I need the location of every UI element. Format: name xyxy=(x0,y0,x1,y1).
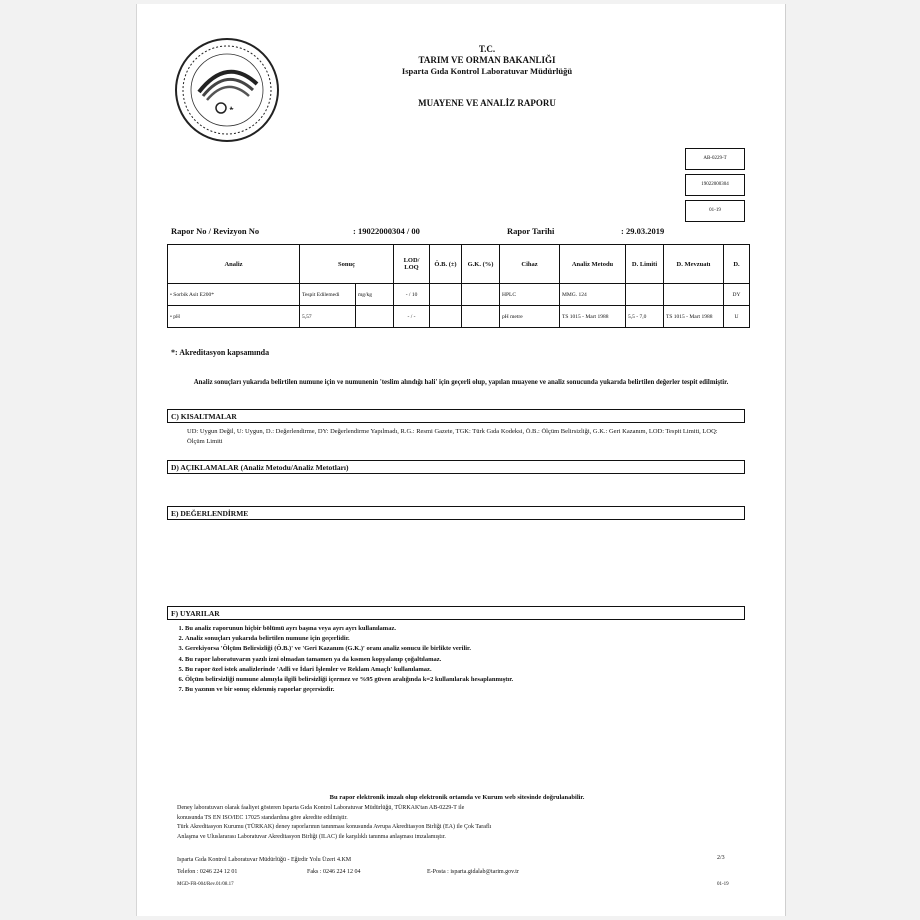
col-header: Ö.B. (±) xyxy=(430,245,462,284)
lab-phone: Telefon : 0246 224 12 01 xyxy=(177,869,238,875)
list-item: 4. Bu rapor laboratuvarın yazılı izni olmadan tamamen ya da kısmen kopyalanıp çoğaltılamaz. xyxy=(185,655,745,665)
table-row xyxy=(168,306,750,328)
code-box: 19022000304 xyxy=(685,174,745,196)
warnings-list xyxy=(167,624,745,695)
col-header: D. Mevzuatı xyxy=(664,245,724,284)
report-code-boxes xyxy=(685,148,745,226)
list-item: 1. Bu analiz raporunun hiçbir bölümü ayrı başına veya ayrı ayrı kullanılamaz. xyxy=(185,624,745,634)
code-box: AB-0229-T xyxy=(685,148,745,170)
list-item: 2. Analiz sonuçları yukarıda belirtilen numune için geçerlidir. xyxy=(185,634,745,644)
page-number: 2/3 xyxy=(717,855,725,861)
col-header: Analiz xyxy=(168,245,300,284)
report-no-label: Rapor No / Revizyon No xyxy=(171,226,260,236)
accreditation-note: *: Akreditasyon kapsamında xyxy=(171,348,270,357)
table-cell: pH metre xyxy=(500,306,560,328)
analysis-results-table xyxy=(167,244,750,328)
table-cell: MMG. 124 xyxy=(560,284,626,306)
header-lab: Isparta Gıda Kontrol Laboratuvar Müdürlüğü xyxy=(401,66,573,76)
table-cell: • pH xyxy=(168,306,300,328)
table-cell: U xyxy=(724,306,750,328)
list-item: 5. Bu rapor özel istek analizlerinde 'Adli ve İdari İşlemler ve Reklam Amaçlı' kullanılamaz. xyxy=(185,665,745,675)
col-header: D. xyxy=(724,245,750,284)
revision-code: 01-19 xyxy=(717,882,729,887)
ministry-seal-icon xyxy=(173,36,281,144)
e-signature-note: Bu rapor elektronik imzalı olup elektronik ortamda ve Kurum web sitesinde doğrulanabilir. xyxy=(329,794,585,801)
footer-line: konusunda TS EN ISO/IEC 17025 standardına göre akredite edilmiştir. xyxy=(177,814,348,821)
col-header: LOD/ LOQ xyxy=(394,245,430,284)
table-cell xyxy=(462,284,500,306)
footer-line: Deney laboratuvarı olarak faaliyet gösteren Isparta Gıda Kontrol Laboratuvar Müdürlüğü, TÜRKAK'tan AB-0229-T ile xyxy=(177,805,465,811)
col-header: D. Limiti xyxy=(626,245,664,284)
lab-fax: Faks : 0246 224 12 04 xyxy=(307,869,361,875)
accreditation-footer xyxy=(177,804,747,842)
table-cell: Tespit Edilemedi xyxy=(300,284,356,306)
table-cell: 5,57 xyxy=(300,306,356,328)
report-date-value: : 29.03.2019 xyxy=(621,226,665,236)
table-cell: • Sorbik Asit E200* xyxy=(168,284,300,306)
section-explanations-title: D) AÇIKLAMALAR (Analiz Metodu/Analiz Metotları) xyxy=(167,460,745,474)
list-item: 6. Ölçüm belirsizliği numune alımıyla ilgili belirsizliği içermez ve %95 güven aralığında k=2 kullanılarak hesaplanmıştır. xyxy=(185,675,745,685)
lab-address: Isparta Gıda Kontrol Laboratuvar Müdürlüğü - Eğirdir Yolu Üzeri 4.KM xyxy=(177,857,352,863)
table-cell xyxy=(430,306,462,328)
section-warnings-title: F) UYARILAR xyxy=(167,606,745,620)
code-box: 01-19 xyxy=(685,200,745,222)
table-cell xyxy=(664,284,724,306)
col-header: G.K. (%) xyxy=(462,245,500,284)
table-cell: - / - xyxy=(394,306,430,328)
report-date-label: Rapor Tarihi xyxy=(507,226,555,236)
table-cell: TS 1015 - Mart 1988 xyxy=(664,306,724,328)
table-cell: DY xyxy=(724,284,750,306)
section-evaluation-title: E) DEĞERLENDİRME xyxy=(167,506,745,520)
table-cell: 5,5 - 7,0 xyxy=(626,306,664,328)
table-cell xyxy=(356,306,394,328)
list-item: 7. Bu yazının ve bir sonuç eklenmiş raporlar geçersizdir. xyxy=(185,685,745,695)
result-validity-notice: Analiz sonuçları yukarıda belirtilen numune için ve numunenin 'teslim alındığı hali' için geçerli olup, yapılan muayene ve analiz sonucunda yukarıda belirtilen değerler tespit edilmiştir. xyxy=(193,379,729,386)
lab-email: E-Posta : isparta.gidalab@tarim.gov.tr xyxy=(427,869,519,875)
abbreviations-text: UD: Uygun Değil, U: Uygun, D.: Değerlendirme, DY: Değerlendirme Yapılmadı, R.G.: Resmi Gazete, TGK: Türk Gıda Kodeksi, Ö.B.: Ölçüm Belirsizliği, G.K.: Geri Kazanım, LOD: Tespit Limiti, LOQ: Ölçüm Limiti xyxy=(187,428,718,445)
report-title: MUAYENE VE ANALİZ RAPORU xyxy=(418,98,556,108)
footer-line: Anlaşma ve Uluslararası Laboratuvar Akreditasyon Birliği (ILAC) ile karşılıklı tanınma anlaşması imzalamıştır. xyxy=(177,833,446,840)
col-header: Sonuç xyxy=(300,245,394,284)
report-no-value: : 19022000304 / 00 xyxy=(353,226,420,236)
table-header-row xyxy=(168,245,750,284)
table-cell xyxy=(462,306,500,328)
list-item: 3. Gerekiyorsa 'Ölçüm Belirsizliği (Ö.B.)' ve 'Geri Kazanım (G.K.)' oranı analiz sonucu ile birlikte verilir. xyxy=(185,644,745,654)
document-code: MGD-FR-004/Rev.01/08.17 xyxy=(177,882,234,887)
table-cell xyxy=(626,284,664,306)
footer-line: Türk Akreditasyon Kurumu (TÜRKAK) deney raporlarının tanınması konusunda Avrupa Akreditasyon Birliği (EA) ile Çok Taraflı xyxy=(177,824,492,830)
header-tc: T.C. xyxy=(478,44,496,54)
col-header: Analiz Metodu xyxy=(560,245,626,284)
table-cell: - / 10 xyxy=(394,284,430,306)
table-cell: HPLC xyxy=(500,284,560,306)
table-row xyxy=(168,284,750,306)
table-cell xyxy=(430,284,462,306)
col-header: Cihaz xyxy=(500,245,560,284)
header-ministry: TARIM VE ORMAN BAKANLIĞI xyxy=(418,55,556,65)
report-page xyxy=(136,4,786,916)
section-abbreviations-title: C) KISALTMALAR xyxy=(167,409,745,423)
table-cell: TS 1015 - Mart 1988 xyxy=(560,306,626,328)
table-cell: mg/kg xyxy=(356,284,394,306)
